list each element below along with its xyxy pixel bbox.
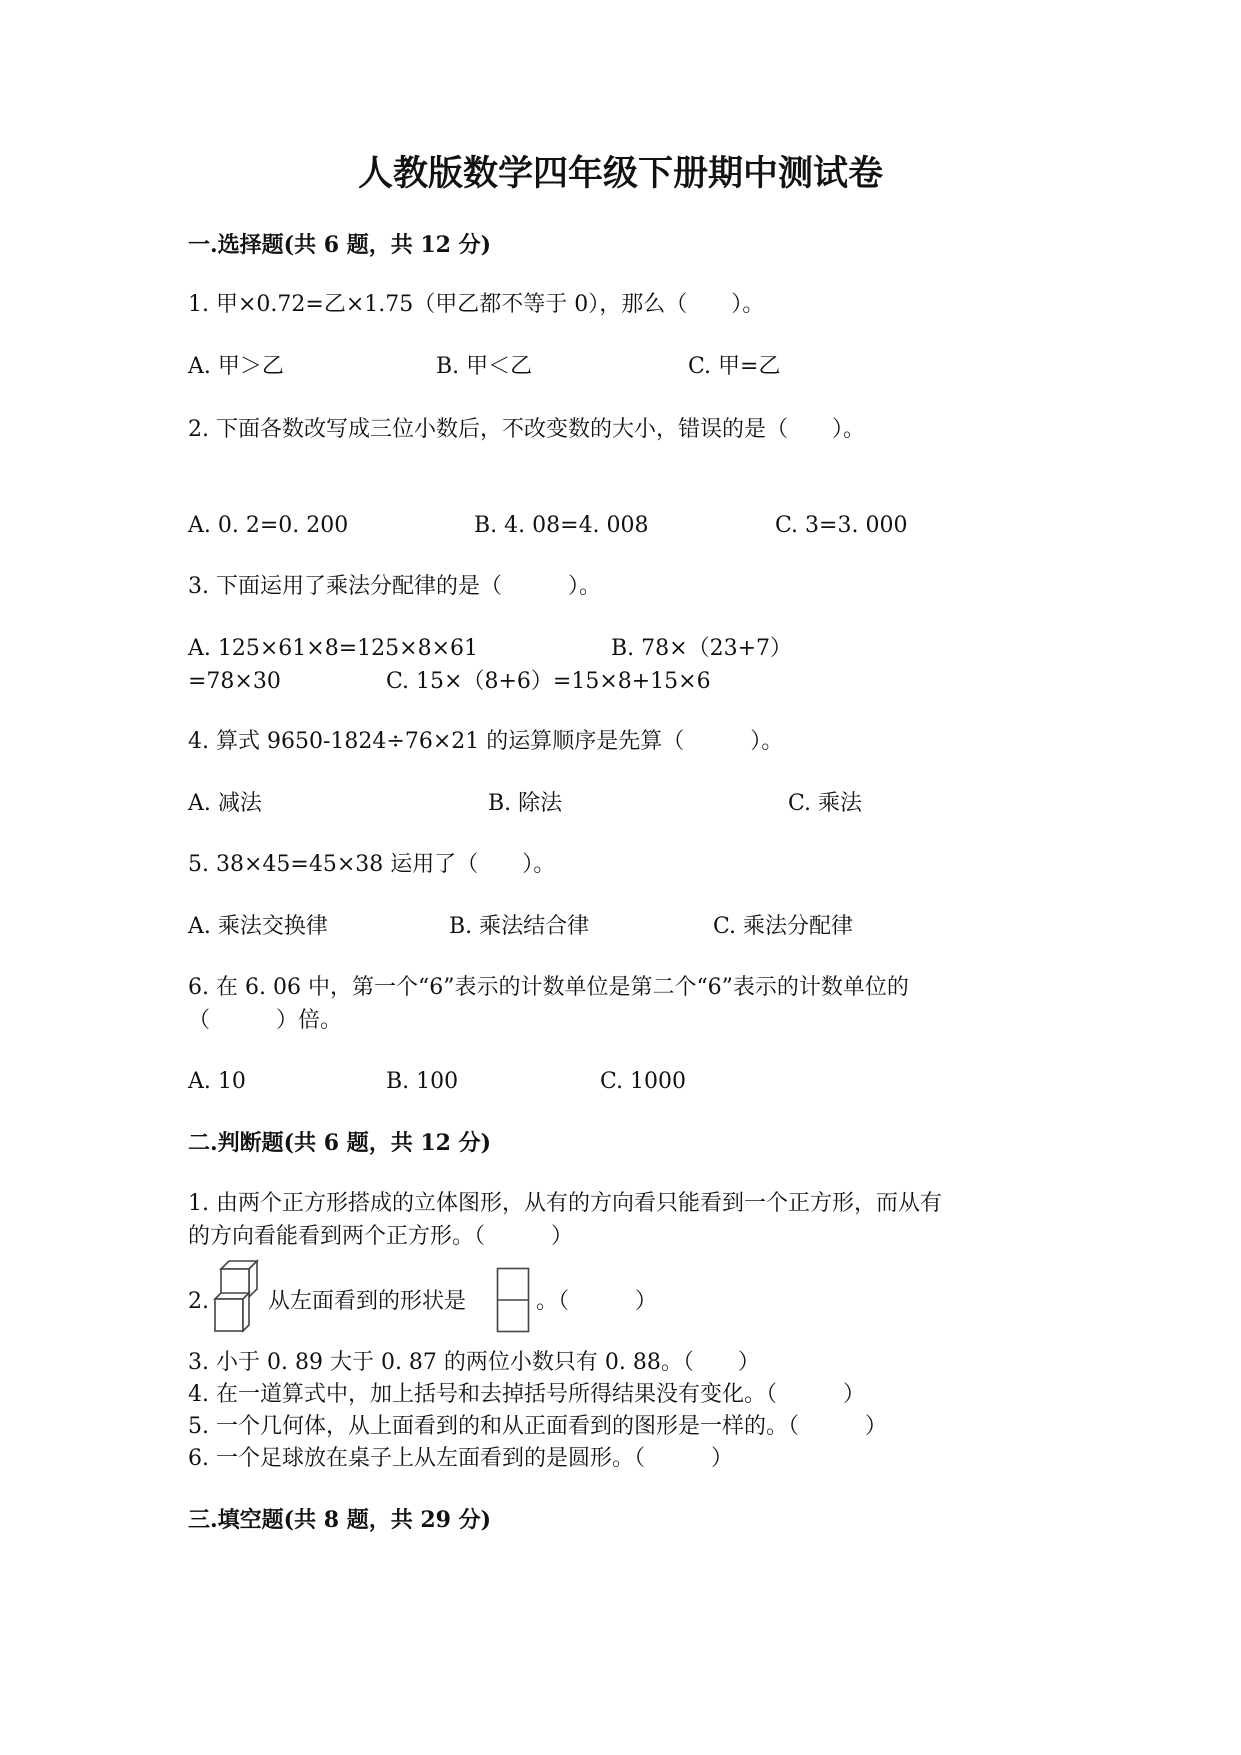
option-1-2-a: A. 0. 2=0. 200 <box>188 513 349 538</box>
question-2-2-text: 从左面看到的形状是 <box>268 1289 467 1314</box>
option-1-4-a: A. 减法 <box>188 791 262 816</box>
option-1-3-b-cont: =78×30 <box>188 669 281 694</box>
question-2-5: 5. 一个几何体，从上面看到的和从正面看到的图形是一样的。（ ） <box>188 1414 887 1439</box>
option-1-1-b: B. 甲＜乙 <box>436 354 533 379</box>
option-1-6-a: A. 10 <box>188 1069 246 1094</box>
option-1-1-c: C. 甲=乙 <box>688 354 781 379</box>
option-1-3-a: A. 125×61×8=125×8×61 <box>188 636 479 661</box>
option-1-6-c: C. 1000 <box>600 1069 687 1094</box>
stacked-cubes-figure <box>213 1259 265 1335</box>
option-1-3-c: C. 15×（8+6）=15×8+15×6 <box>386 669 711 694</box>
section-header-fill-in: 三.填空题(共 8 题，共 29 分) <box>188 1507 492 1533</box>
option-1-5-c: C. 乘法分配律 <box>713 914 854 939</box>
question-1-2: 2. 下面各数改写成三位小数后，不改变数的大小，错误的是（ ）。 <box>188 417 865 442</box>
question-1-3: 3. 下面运用了乘法分配律的是（ ）。 <box>188 574 601 599</box>
question-2-6: 6. 一个足球放在桌子上从左面看到的是圆形。（ ） <box>188 1446 733 1471</box>
option-1-1-a: A. 甲＞乙 <box>188 354 284 379</box>
option-1-3-b: B. 78×（23+7） <box>611 636 793 661</box>
question-2-1-cont: 的方向看能看到两个正方形。（ ） <box>188 1224 574 1249</box>
question-1-1: 1. 甲×0.72=乙×1.75（甲乙都不等于 0），那么（ ）。 <box>188 292 765 317</box>
question-2-2-tail: 。（ ） <box>536 1289 658 1314</box>
section-header-judgment: 二.判断题(共 6 题，共 12 分) <box>188 1130 492 1156</box>
option-1-5-b: B. 乘法结合律 <box>449 914 590 939</box>
question-1-5: 5. 38×45=45×38 运用了（ ）。 <box>188 852 556 877</box>
page-title: 人教版数学四年级下册期中测试卷 <box>357 153 883 194</box>
option-1-2-c: C. 3=3. 000 <box>775 513 908 538</box>
section-header-choice: 一.选择题(共 6 题，共 12 分) <box>188 232 492 258</box>
option-1-4-b: B. 除法 <box>488 791 563 816</box>
option-1-4-c: C. 乘法 <box>788 791 863 816</box>
option-1-2-b: B. 4. 08=4. 008 <box>474 513 649 538</box>
question-2-1: 1. 由两个正方形搭成的立体图形，从有的方向看只能看到一个正方形，而从有 <box>188 1191 942 1216</box>
left-view-two-squares-figure <box>496 1267 530 1333</box>
question-2-2-number: 2. <box>188 1289 209 1314</box>
question-1-6: 6. 在 6. 06 中，第一个“6”表示的计数单位是第二个“6”表示的计数单位的 <box>188 975 909 1000</box>
option-1-6-b: B. 100 <box>386 1069 459 1094</box>
question-2-3: 3. 小于 0. 89 大于 0. 87 的两位小数只有 0. 88。（ ） <box>188 1350 760 1375</box>
option-1-5-a: A. 乘法交换律 <box>188 914 328 939</box>
question-1-6-cont: （ ）倍。 <box>188 1008 343 1033</box>
question-2-4: 4. 在一道算式中，加上括号和去掉括号所得结果没有变化。（ ） <box>188 1382 865 1407</box>
question-1-4: 4. 算式 9650-1824÷76×21 的运算顺序是先算（ ）。 <box>188 729 784 754</box>
